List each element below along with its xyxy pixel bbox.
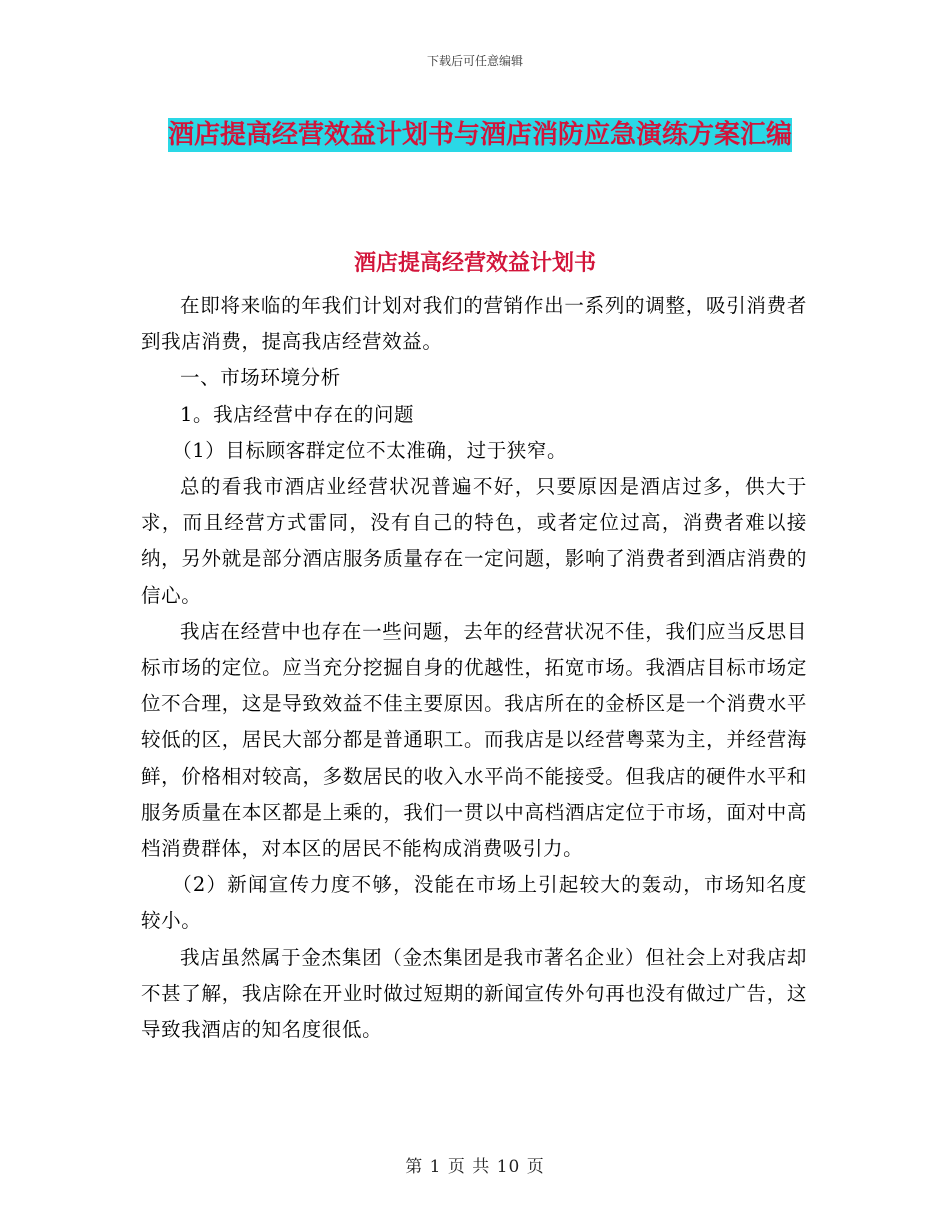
paragraph-intro: 在即将来临的年我们计划对我们的营销作出一系列的调整，吸引消费者到我店消费，提高我店经营效益。	[141, 294, 807, 354]
item-publicity: （2）新闻宣传力度不够，没能在市场上引起较大的轰动，市场知名度较小。	[141, 873, 807, 933]
page-header: 下载后可任意编辑	[426, 54, 523, 68]
document-body	[141, 288, 807, 1048]
paragraph-brand-awareness: 我店虽然属于金杰集团（金杰集团是我市著名企业）但社会上对我店却不甚了解，我店除在开业时做过短期的新闻宣传外句再也没有做过广告，这导致我酒店的知名度很低。	[141, 945, 807, 1042]
document-title-text: 酒店提高经营效益计划书与酒店消防应急演练方案汇编	[167, 120, 792, 150]
heading-existing-problems: 1。我店经营中存在的问题	[180, 402, 415, 426]
heading-market-analysis: 一、市场环境分析	[180, 366, 341, 390]
page-number: 第 1 页 共 10 页	[405, 1157, 545, 1177]
document-title	[140, 112, 820, 158]
section-title: 酒店提高经营效益计划书	[353, 250, 596, 276]
item-target-customers: （1）目标顾客群定位不太准确，过于狭窄。	[172, 438, 568, 462]
paragraph-industry-status: 总的看我市酒店业经营状况普遍不好，只要原因是酒店过多，供大于求，而且经营方式雷同，没有自己的特色，或者定位过高，消费者难以接纳，另外就是部分酒店服务质量存在一定问题，影响了消费者到酒店消费的信心。	[141, 475, 807, 607]
paragraph-hotel-problems: 我店在经营中也存在一些问题，去年的经营状况不佳，我们应当反思目标市场的定位。应当充分挖掘自身的优越性，拓宽市场。我酒店目标市场定位不合理，这是导致效益不佳主要原因。我店所在的金桥区是一个消费水平较低的区，居民大部分都是普通职工。而我店是以经营粤菜为主，并经营海鲜，价格相对较高，多数居民的收入水平尚不能接受。但我店的硬件水平和服务质量在本区都是上乘的，我们一贯以中高档酒店定位于市场，面对中高档消费群体，对本区的居民不能构成消费吸引力。	[141, 619, 807, 861]
